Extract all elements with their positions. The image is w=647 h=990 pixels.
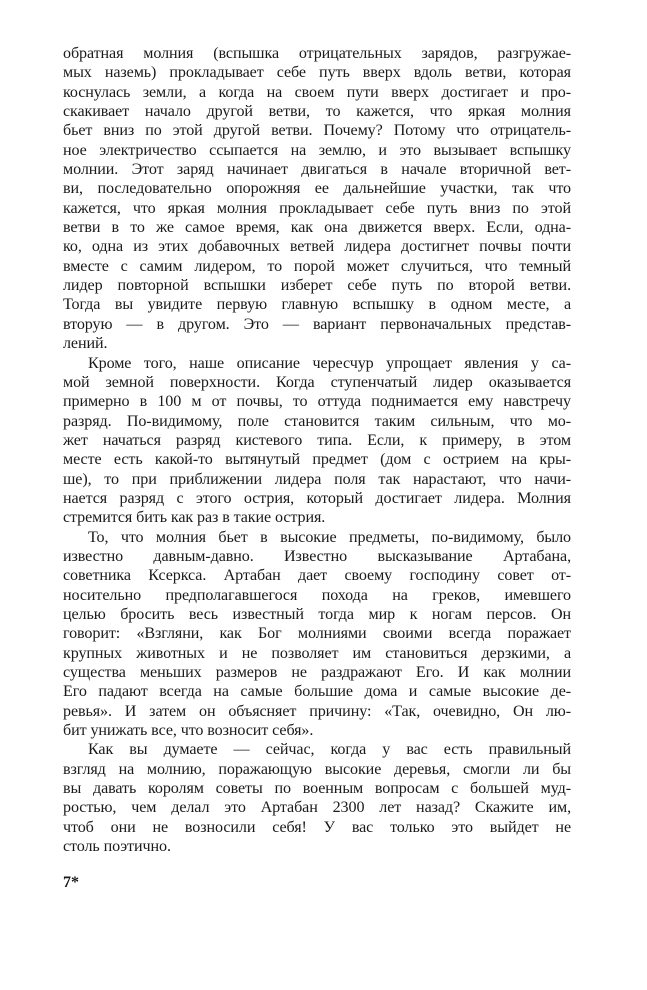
text-line: обратная молния (вспышка отрицательных зарядов, разгружае- <box>63 45 571 62</box>
text-line: столь поэтично. <box>63 838 171 856</box>
text-line: То, что молния бьет в высокие предметы, по-видимому, было <box>88 528 571 546</box>
text-line: известно давным-давно. Известно высказывание Артабана, <box>63 547 571 565</box>
text-line: мой земной поверхности. Когда ступенчатый лидер оказывается <box>63 373 571 391</box>
text-line: ветви в то же самое время, как она движется вверх. Если, одна- <box>63 219 571 237</box>
text-line: коснулась земли, а когда на своем пути вверх достигает и про- <box>63 83 571 101</box>
paragraph <box>63 740 571 856</box>
text-line: носительно предполагавшегося похода на греков, имевшего <box>63 586 571 604</box>
paragraph <box>63 528 571 741</box>
text-line: ко, одна из этих добавочных ветвей лидера достигнет почвы почти <box>63 238 571 256</box>
text-line: лений. <box>63 335 108 353</box>
text-line: бит унижать все, что возносит себя». <box>63 722 314 740</box>
text-line: жет начаться разряд кистевого типа. Если, к примеру, в этом <box>63 431 571 449</box>
text-line: молнии. Этот заряд начинает двигаться в начале вторичной вет- <box>63 161 571 179</box>
text-line: Кроме того, наше описание чересчур упрощает явления у са- <box>88 354 571 372</box>
text-line: лидер повторной вспышки изберет себе путь по второй ветви. <box>63 277 571 295</box>
text-line: говорит: «Взгляни, как Бог молниями своими всегда поражает <box>63 625 571 643</box>
text-line: ше), то при приближении лидера поля так нарастают, что начи- <box>63 470 571 488</box>
text-line: скакивает начало другой ветви, то кажется, что яркая молния <box>63 103 571 121</box>
text-line: крупных животных и не позволяет им становиться дерзкими, а <box>63 644 571 662</box>
text-line: бьет вниз по этой другой ветви. Почему? Потому что отрицатель- <box>63 122 571 140</box>
text-line: существа меньших размеров не раздражают Его. И как молнии <box>63 664 571 681</box>
text-line: Его падают всегда на самые большие дома и самые высокие де- <box>63 683 571 701</box>
text-line: взгляд на молнию, поражающую высокие деревья, смогли ли бы <box>63 760 571 778</box>
signature-mark: 7* <box>63 874 79 891</box>
text-line: ревья». И затем он объясняет причину: «Так, очевидно, Он лю- <box>63 702 571 720</box>
text-line: советника Ксеркса. Артабан дает своему господину совет от- <box>63 567 571 585</box>
text-line: ви, последовательно опорожняя ее дальнейшие участки, так что <box>63 180 571 198</box>
text-line: чтоб они не возносили себя! У вас только это выйдет не <box>63 818 571 836</box>
text-line: стремится бить как раз в такие острия. <box>63 509 326 527</box>
text-line: целью бросить весь известный тогда мир к ногам персов. Он <box>63 605 571 623</box>
text-line: вместе с самим лидером, то порой может случиться, что темный <box>63 257 571 275</box>
text-line: разряд. По-видимому, поле становится таким сильным, что мо- <box>63 412 571 430</box>
paragraph <box>63 354 571 528</box>
text-line: нается разряд с этого острия, который достигает лидера. Молния <box>63 489 571 507</box>
page-body <box>63 44 571 856</box>
text-line: Тогда вы увидите первую главную вспышку в одном месте, а <box>63 296 571 314</box>
text-line: ное электричество ссыпается на землю, и это вызывает вспышку <box>63 141 571 159</box>
paragraph <box>63 44 571 354</box>
text-line: мых наземь) прокладывает себе путь вверх вдоль ветви, которая <box>63 64 571 82</box>
text-line: вторую — в другом. Это — вариант первоначальных представ- <box>63 315 571 333</box>
text-line: ростью, чем делал это Артабан 2300 лет назад? Скажите им, <box>63 799 571 817</box>
text-line: кажется, что яркая молния прокладывает себе путь вниз по этой <box>63 199 571 217</box>
text-line: месте есть какой-то вытянутый предмет (дом с острием на кры- <box>63 451 571 469</box>
text-line: Как вы думаете — сейчас, когда у вас есть правильный <box>88 741 571 759</box>
text-line: примерно в 100 м от почвы, то оттуда поднимается ему навстречу <box>63 393 571 411</box>
text-line: вы давать королям советы по военным вопросам с большей муд- <box>63 780 571 798</box>
